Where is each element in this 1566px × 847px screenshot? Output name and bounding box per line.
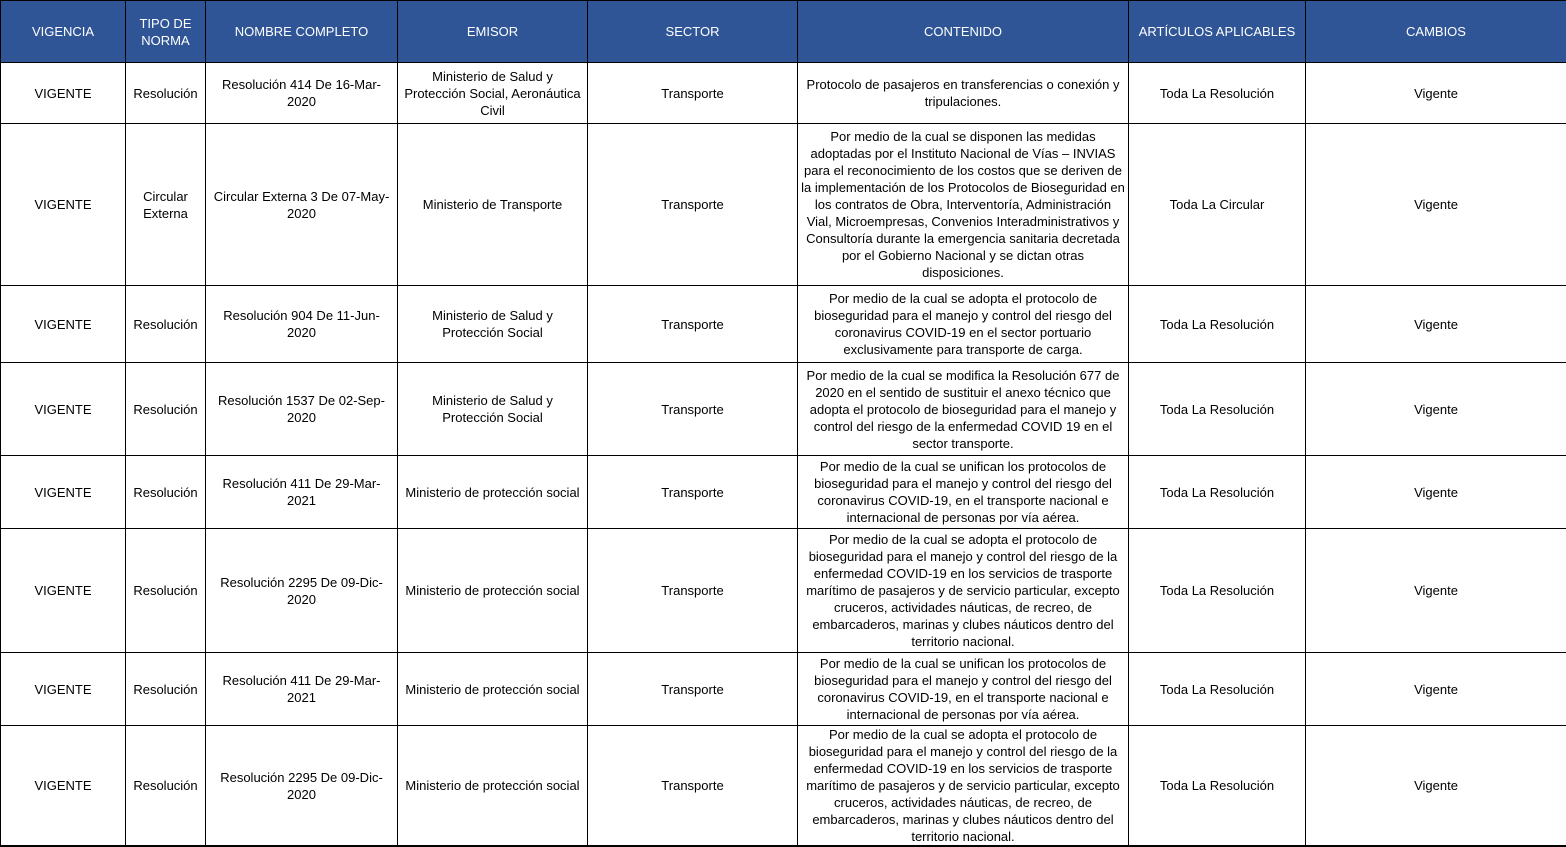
column-header-emisor: EMISOR — [398, 1, 588, 63]
cell-nombre-completo: Resolución 411 De 29-Mar-2021 — [206, 653, 398, 726]
cell-articulos-aplicables: Toda La Resolución — [1129, 286, 1306, 363]
cell-contenido: Por medio de la cual se adopta el protocolo de bioseguridad para el manejo y control del riesgo de la enfermedad COVID-19 en los servicios de trasporte marítimo de pasajeros y de servicio particular, excepto cruceros, actividades náuticas, de recreo, de embarcaderos, marinas y clubes náuticos dentro del territorio nacional. — [798, 726, 1129, 847]
cell-cambios: Vigente — [1306, 63, 1566, 124]
cell-articulos-aplicables: Toda La Resolución — [1129, 456, 1306, 529]
cell-emisor: Ministerio de protección social — [398, 726, 588, 847]
column-header-cambios: CAMBIOS — [1306, 1, 1566, 63]
table-row — [1, 653, 1566, 726]
cell-contenido: Protocolo de pasajeros en transferencias o conexión y tripulaciones. — [798, 63, 1129, 124]
cell-articulos-aplicables: Toda La Resolución — [1129, 63, 1306, 124]
column-header-vigencia: VIGENCIA — [1, 1, 126, 63]
table-row — [1, 529, 1566, 653]
column-header-tipo-de-norma: TIPO DE NORMA — [126, 1, 206, 63]
cell-sector: Transporte — [588, 529, 798, 653]
table-row — [1, 726, 1566, 847]
column-header-nombre-completo: NOMBRE COMPLETO — [206, 1, 398, 63]
cell-emisor: Ministerio de Salud y Protección Social — [398, 286, 588, 363]
cell-articulos-aplicables: Toda La Resolución — [1129, 653, 1306, 726]
cell-vigencia: VIGENTE — [1, 726, 126, 847]
cell-sector: Transporte — [588, 726, 798, 847]
cell-vigencia: VIGENTE — [1, 286, 126, 363]
table-row — [1, 363, 1566, 456]
cell-nombre-completo: Circular Externa 3 De 07-May-2020 — [206, 124, 398, 286]
cell-emisor: Ministerio de Salud y Protección Social — [398, 363, 588, 456]
cell-cambios: Vigente — [1306, 726, 1566, 847]
cell-sector: Transporte — [588, 653, 798, 726]
cell-emisor: Ministerio de Salud y Protección Social, Aeronáutica Civil — [398, 63, 588, 124]
cell-cambios: Vigente — [1306, 124, 1566, 286]
cell-emisor: Ministerio de protección social — [398, 653, 588, 726]
cell-sector: Transporte — [588, 363, 798, 456]
cell-articulos-aplicables: Toda La Resolución — [1129, 529, 1306, 653]
column-header-articulos-aplicables: ARTÍCULOS APLICABLES — [1129, 1, 1306, 63]
cell-sector: Transporte — [588, 286, 798, 363]
cell-vigencia: VIGENTE — [1, 653, 126, 726]
cell-emisor: Ministerio de protección social — [398, 529, 588, 653]
table-row — [1, 286, 1566, 363]
cell-contenido: Por medio de la cual se unifican los protocolos de bioseguridad para el manejo y control del riesgo del coronavirus COVID-19, en el transporte nacional e internacional de personas por vía aérea. — [798, 653, 1129, 726]
cell-articulos-aplicables: Toda La Resolución — [1129, 363, 1306, 456]
cell-tipo-de-norma: Resolución — [126, 286, 206, 363]
cell-tipo-de-norma: Resolución — [126, 726, 206, 847]
cell-contenido: Por medio de la cual se adopta el protocolo de bioseguridad para el manejo y control del riesgo del coronavirus COVID-19 en el sector portuario exclusivamente para transporte de carga. — [798, 286, 1129, 363]
cell-nombre-completo: Resolución 411 De 29-Mar-2021 — [206, 456, 398, 529]
column-header-sector: SECTOR — [588, 1, 798, 63]
cell-tipo-de-norma: Resolución — [126, 63, 206, 124]
cell-emisor: Ministerio de protección social — [398, 456, 588, 529]
cell-cambios: Vigente — [1306, 653, 1566, 726]
cell-contenido: Por medio de la cual se unifican los protocolos de bioseguridad para el manejo y control del riesgo del coronavirus COVID-19, en el transporte nacional e internacional de personas por vía aérea. — [798, 456, 1129, 529]
cell-emisor: Ministerio de Transporte — [398, 124, 588, 286]
cell-nombre-completo: Resolución 414 De 16-Mar-2020 — [206, 63, 398, 124]
cell-nombre-completo: Resolución 2295 De 09-Dic-2020 — [206, 529, 398, 653]
cell-cambios: Vigente — [1306, 529, 1566, 653]
cell-articulos-aplicables: Toda La Circular — [1129, 124, 1306, 286]
column-header-contenido: CONTENIDO — [798, 1, 1129, 63]
table-row — [1, 456, 1566, 529]
cell-contenido: Por medio de la cual se disponen las medidas adoptadas por el Instituto Nacional de Vías – INVIAS para el reconocimiento de los costos que se deriven de la implementación de los Protocolos de Bioseguridad en los contratos de Obra, Interventoría, Administración Vial, Microempresas, Convenios Interadministrativos y Consultoría durante la emergencia sanitaria decretada por el Gobierno Nacional y se dictan otras disposiciones. — [798, 124, 1129, 286]
cell-nombre-completo: Resolución 2295 De 09-Dic-2020 — [206, 726, 398, 847]
cell-cambios: Vigente — [1306, 286, 1566, 363]
table-row — [1, 63, 1566, 124]
cell-tipo-de-norma: Resolución — [126, 529, 206, 653]
cell-contenido: Por medio de la cual se modifica la Resolución 677 de 2020 en el sentido de sustituir el anexo técnico que adopta el protocolo de bioseguridad para el manejo y control del riesgo de la enfermedad COVID 19 en el sector transporte. — [798, 363, 1129, 456]
cell-tipo-de-norma: Circular Externa — [126, 124, 206, 286]
cell-sector: Transporte — [588, 456, 798, 529]
cell-tipo-de-norma: Resolución — [126, 456, 206, 529]
cell-cambios: Vigente — [1306, 363, 1566, 456]
table-row — [1, 124, 1566, 286]
cell-vigencia: VIGENTE — [1, 529, 126, 653]
cell-nombre-completo: Resolución 904 De 11-Jun-2020 — [206, 286, 398, 363]
cell-articulos-aplicables: Toda La Resolución — [1129, 726, 1306, 847]
cell-tipo-de-norma: Resolución — [126, 653, 206, 726]
cell-sector: Transporte — [588, 124, 798, 286]
cell-contenido: Por medio de la cual se adopta el protocolo de bioseguridad para el manejo y control del riesgo de la enfermedad COVID-19 en los servicios de trasporte marítimo de pasajeros y de servicio particular, excepto cruceros, actividades náuticas, de recreo, de embarcaderos, marinas y clubes náuticos dentro del territorio nacional. — [798, 529, 1129, 653]
cell-vigencia: VIGENTE — [1, 124, 126, 286]
cell-sector: Transporte — [588, 63, 798, 124]
table-header-row — [1, 1, 1566, 63]
cell-cambios: Vigente — [1306, 456, 1566, 529]
cell-tipo-de-norma: Resolución — [126, 363, 206, 456]
cell-vigencia: VIGENTE — [1, 363, 126, 456]
cell-nombre-completo: Resolución 1537 De 02-Sep-2020 — [206, 363, 398, 456]
cell-vigencia: VIGENTE — [1, 63, 126, 124]
cell-vigencia: VIGENTE — [1, 456, 126, 529]
